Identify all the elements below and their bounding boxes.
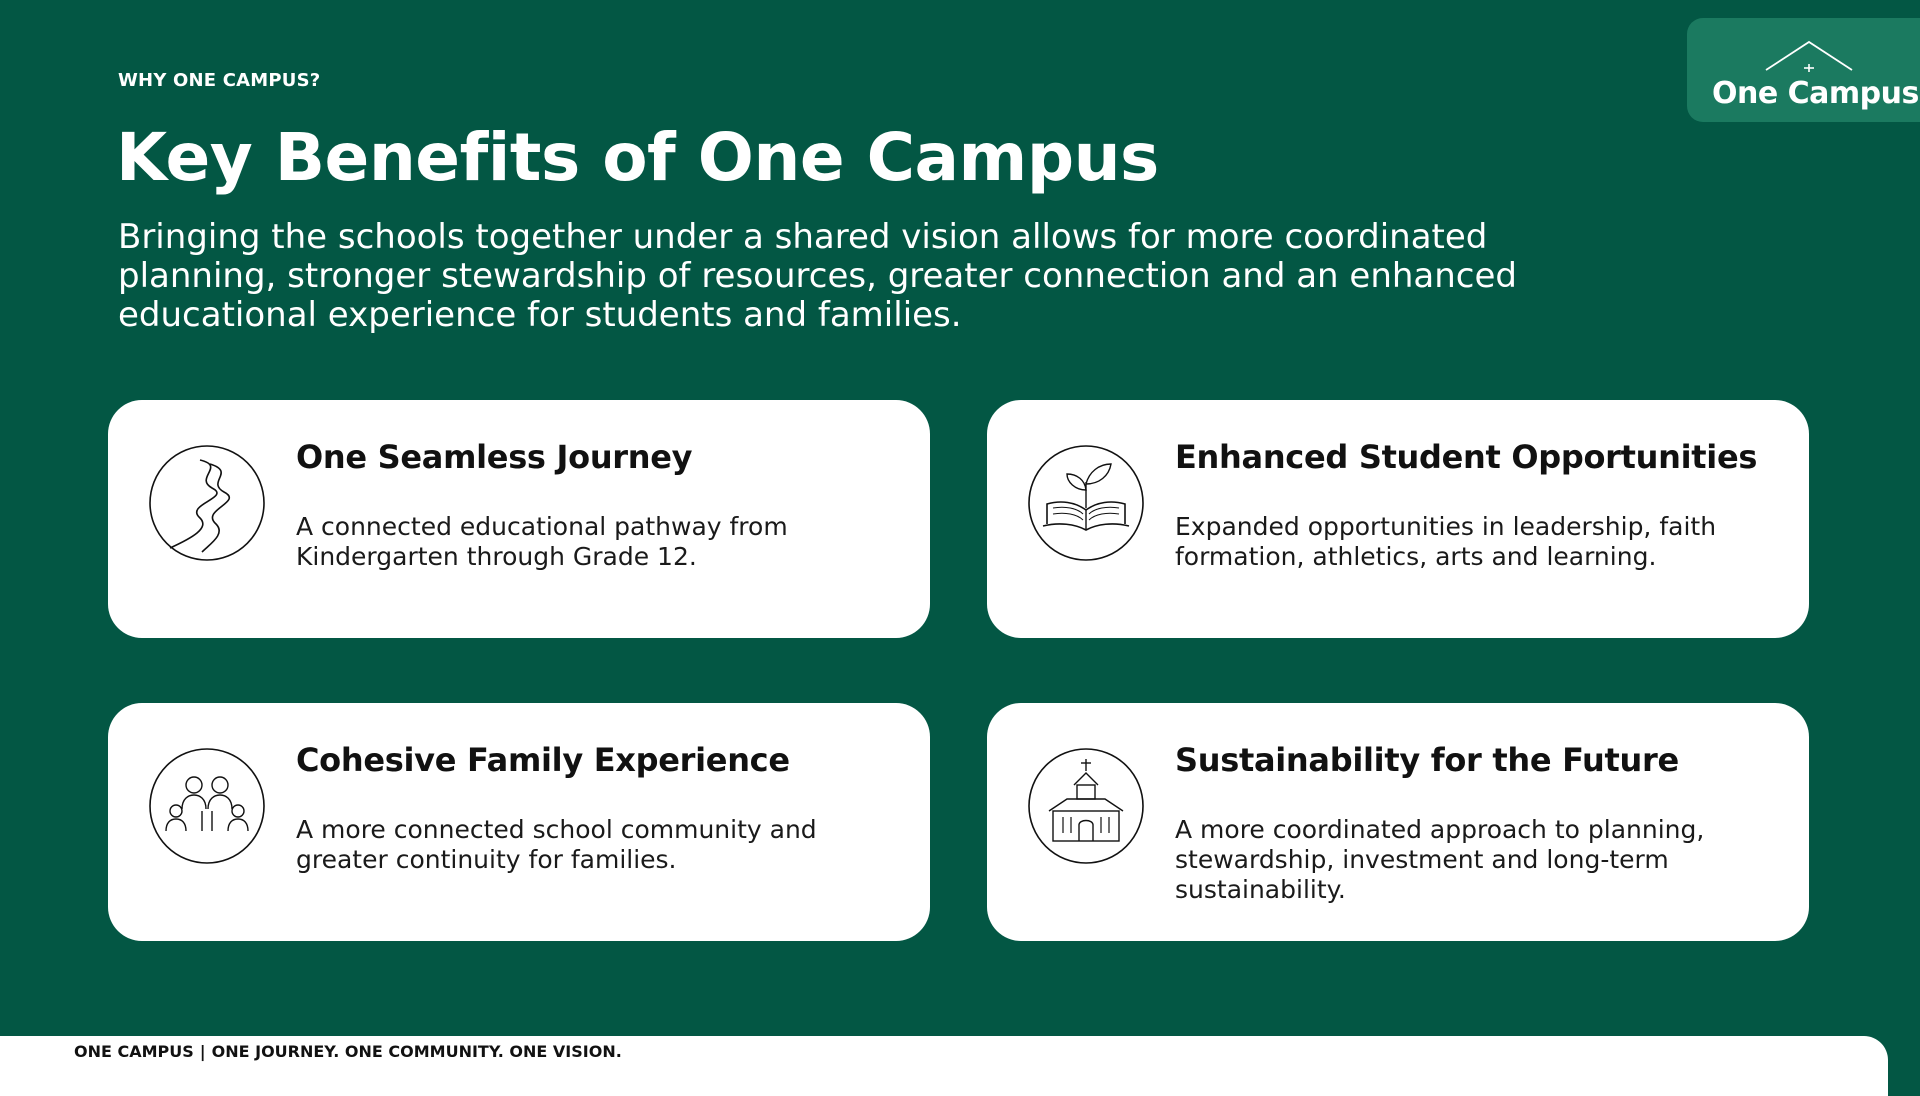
benefit-card-family-experience	[108, 703, 930, 941]
footer-tagline: ONE JOURNEY. ONE COMMUNITY. ONE VISION.	[211, 1042, 622, 1061]
page-subtitle: Bringing the schools together under a shared vision allows for more coordinated planning, stronger stewardship of resources, greater connection and an enhanced educational experience for students and families.	[118, 217, 1517, 335]
benefit-card-sustainability	[987, 703, 1809, 941]
logo-wordmark: One Campus	[1712, 76, 1919, 111]
roof-cross-icon	[1764, 36, 1854, 72]
footer-text	[74, 1042, 622, 1061]
page-title: Key Benefits of One Campus	[116, 119, 1159, 196]
footer-brand: ONE CAMPUS	[74, 1042, 194, 1061]
book-sprout-icon	[1027, 444, 1145, 562]
family-icon	[148, 747, 266, 865]
card-title: Sustainability for the Future	[1175, 741, 1679, 779]
card-description: A more connected school community and greater continuity for families.	[296, 815, 817, 874]
church-icon	[1027, 747, 1145, 865]
card-title: Enhanced Student Opportunities	[1175, 438, 1758, 476]
benefit-card-seamless-journey	[108, 400, 930, 638]
card-title: Cohesive Family Experience	[296, 741, 790, 779]
eyebrow-label: WHY ONE CAMPUS?	[118, 70, 321, 91]
card-title: One Seamless Journey	[296, 438, 693, 476]
card-description: A connected educational pathway from Kindergarten through Grade 12.	[296, 512, 788, 571]
footer-bar	[0, 1036, 1888, 1096]
logo-badge	[1687, 18, 1920, 122]
footer-separator: |	[199, 1042, 206, 1061]
benefit-card-student-opportunities	[987, 400, 1809, 638]
card-description: Expanded opportunities in leadership, faith formation, athletics, arts and learning.	[1175, 512, 1717, 571]
card-description: A more coordinated approach to planning, stewardship, investment and long-term sustainability.	[1175, 815, 1705, 904]
winding-path-icon	[148, 444, 266, 562]
